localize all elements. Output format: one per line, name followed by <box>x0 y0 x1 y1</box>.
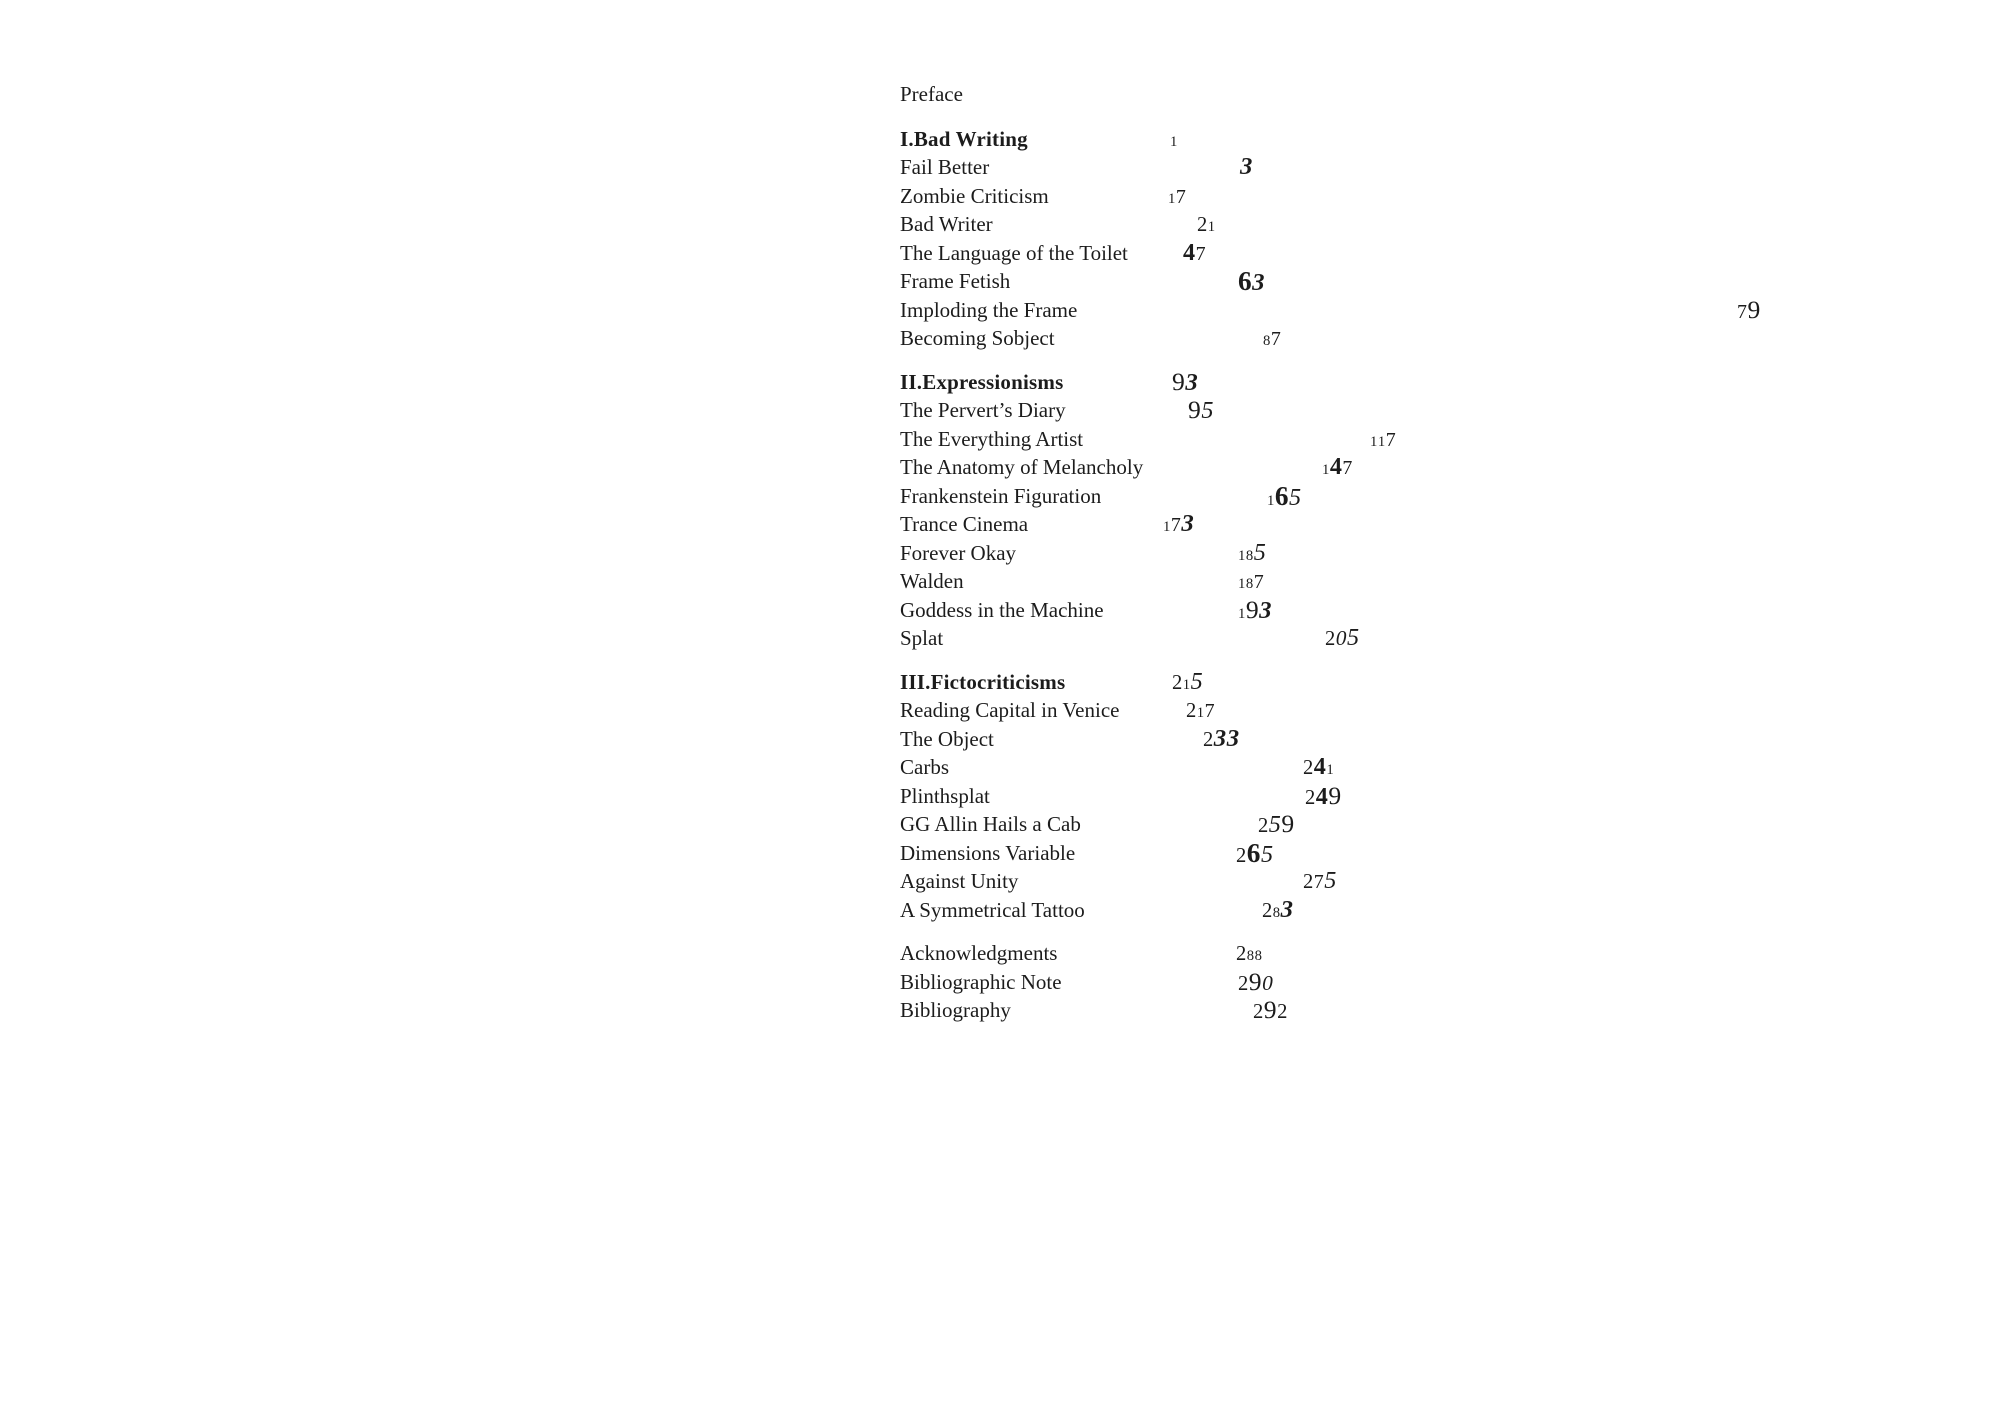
toc-entry <box>900 324 1860 353</box>
page-digit: 3 <box>1185 368 1199 396</box>
toc-entry-page <box>1172 368 1198 398</box>
toc-preface-label: Preface <box>900 82 963 106</box>
toc-entry-title: The Language of the Toilet <box>900 240 1128 265</box>
page-digit: 1 <box>1322 462 1330 478</box>
toc-entry-page <box>1305 782 1342 813</box>
toc-section <box>900 368 1860 653</box>
toc-entry-page <box>1737 296 1761 327</box>
page-digit: 9 <box>1328 780 1342 810</box>
toc-entry-title: The Anatomy of Melancholy <box>900 455 1144 479</box>
toc-entry-title: The Object <box>900 726 994 751</box>
toc-section-heading <box>900 125 1860 154</box>
toc-preface <box>900 80 1860 109</box>
page-digit: 2 <box>1197 214 1208 236</box>
toc-section-title: III.Fictocriticisms <box>900 669 1066 694</box>
page-digit: 0 <box>1335 626 1347 650</box>
page-digit: 9 <box>1747 294 1761 324</box>
toc-section <box>900 668 1860 925</box>
page-digit: 9 <box>1172 366 1186 396</box>
page-digit: 5 <box>1347 624 1360 651</box>
toc-entry-page <box>1238 968 1273 999</box>
toc-entry-title: The Everything Artist <box>900 426 1084 451</box>
page-digit: 5 <box>1268 811 1282 838</box>
toc-section-heading <box>900 668 1860 697</box>
toc-entry <box>900 596 1860 625</box>
toc-entry-page <box>1183 239 1206 269</box>
page-digit: 2 <box>1172 671 1183 694</box>
toc-entry-page <box>1325 624 1360 654</box>
toc-entry <box>900 968 1860 997</box>
toc-entry-page <box>1322 453 1353 485</box>
page-digit: 8 <box>1254 948 1263 964</box>
toc-entry-page <box>1238 567 1264 599</box>
page-digit: 6 <box>1246 837 1261 868</box>
toc-entry-page <box>1163 510 1194 542</box>
page-digit: 1 <box>1168 190 1176 207</box>
page-digit: 7 <box>1385 428 1397 451</box>
page-digit: 9 <box>1245 594 1260 624</box>
page-digit: 9 <box>1281 809 1295 838</box>
page-digit: 7 <box>1313 871 1325 893</box>
page-digit: 3 <box>1226 724 1240 752</box>
page-digit: 5 <box>1201 397 1214 424</box>
page-digit: 7 <box>1170 514 1182 536</box>
page-digit: 4 <box>1315 782 1329 810</box>
toc-section-title: II.Expressionisms <box>900 369 1064 394</box>
toc-entry-page <box>1263 324 1281 356</box>
page-digit: 5 <box>1324 867 1337 894</box>
toc-entry <box>900 239 1860 268</box>
toc-entry <box>900 210 1860 239</box>
page-digit: 2 <box>1305 786 1316 809</box>
toc-entry-page <box>1168 182 1186 214</box>
toc-entry-title: Dimensions Variable <box>900 840 1076 865</box>
toc-entry-title: Becoming Sobject <box>900 326 1055 350</box>
toc-entry-page <box>1258 810 1295 841</box>
page-digit: 1 <box>1377 433 1386 450</box>
toc-entry-title: Trance Cinema <box>900 512 1029 536</box>
toc-entry-title: A Symmetrical Tattoo <box>900 897 1085 922</box>
toc-entry <box>900 510 1860 539</box>
page-digit: 1 <box>1170 133 1178 150</box>
toc-entry-title: Bibliographic Note <box>900 969 1062 994</box>
page-digit: 5 <box>1260 840 1274 868</box>
page-digit: 5 <box>1289 483 1302 511</box>
toc-entry-title: Reading Capital in Venice <box>900 698 1120 722</box>
page-digit: 1 <box>1207 219 1216 235</box>
toc-entry-title: Frame Fetish <box>900 269 1011 293</box>
page-digit: 1 <box>1196 705 1205 721</box>
toc-entry <box>900 839 1860 868</box>
page-digit: 8 <box>1272 904 1281 921</box>
toc-entry <box>900 182 1860 211</box>
page-digit: 2 <box>1325 628 1336 650</box>
page-digit: 7 <box>1270 328 1282 350</box>
page-digit: 4 <box>1313 753 1327 780</box>
page-digit: 5 <box>1253 538 1267 566</box>
page-digit: 9 <box>1248 966 1263 996</box>
toc-entry-page <box>1303 753 1334 785</box>
page-digit: 1 <box>1163 519 1171 535</box>
toc-entry-page <box>1186 696 1215 728</box>
toc-entry <box>900 782 1860 811</box>
toc-entry-title: Bibliography <box>900 998 1011 1022</box>
page-digit: 6 <box>1238 266 1253 296</box>
page-digit: 2 <box>1186 700 1197 722</box>
page-digit: 3 <box>1280 895 1294 923</box>
toc-entry <box>900 624 1860 653</box>
page-digit: 6 <box>1274 480 1289 511</box>
page-digit: 2 <box>1203 728 1214 751</box>
page-digit: 0 <box>1262 970 1274 995</box>
page-digit: 3 <box>1181 510 1195 537</box>
toc-entry-page <box>1188 396 1214 426</box>
page-digit: 1 <box>1370 433 1378 450</box>
toc-entry-page <box>1172 668 1203 700</box>
page-digit: 2 <box>1236 943 1247 965</box>
toc-entry-page <box>1236 839 1274 871</box>
page-digit: 1 <box>1267 492 1275 509</box>
page-digit: 3 <box>1240 153 1253 180</box>
page-digit: 4 <box>1183 238 1196 266</box>
toc-entry <box>900 267 1860 296</box>
toc-entry <box>900 810 1860 839</box>
page-digit: 7 <box>1195 242 1207 265</box>
toc-entry-page <box>1197 210 1216 242</box>
toc-entry-page <box>1262 896 1294 928</box>
toc-entry-page <box>1170 125 1178 157</box>
page-digit: 9 <box>1263 995 1278 1024</box>
toc-section-heading <box>900 368 1860 397</box>
toc-entry <box>900 539 1860 568</box>
toc-entry-title: Zombie Criticism <box>900 183 1049 208</box>
toc-entry <box>900 396 1860 425</box>
toc-entry-title: GG Allin Hails a Cab <box>900 812 1081 836</box>
toc-entry <box>900 939 1860 968</box>
page-digit: 7 <box>1175 185 1187 208</box>
page-digit: 1 <box>1238 605 1246 622</box>
page-digit: 7 <box>1253 571 1265 593</box>
toc-entry <box>900 482 1860 511</box>
toc-entry-title: Imploding the Frame <box>900 297 1078 322</box>
toc-entry-page <box>1240 153 1253 182</box>
toc-entry-page <box>1236 939 1262 971</box>
page-digit: 2 <box>1253 1001 1264 1023</box>
toc-entry-title: Bad Writer <box>900 212 993 236</box>
page-digit: 2 <box>1258 815 1269 837</box>
toc-entry-title: Walden <box>900 569 964 593</box>
page-digit: 2 <box>1277 1001 1288 1023</box>
page-digit: 3 <box>1259 596 1273 624</box>
page-digit: 7 <box>1737 300 1748 323</box>
page-digit: 2 <box>1262 899 1273 922</box>
page-digit: 1 <box>1238 547 1246 564</box>
toc-entry <box>900 896 1860 925</box>
toc-entry <box>900 996 1860 1025</box>
page-digit: 7 <box>1342 457 1353 479</box>
toc-entry-title: Frankenstein Figuration <box>900 483 1102 508</box>
page-digit: 8 <box>1246 948 1255 964</box>
table-of-contents <box>900 80 1860 1025</box>
page-digit: 2 <box>1303 757 1314 779</box>
toc-entry-title: Splat <box>900 626 944 650</box>
toc-entry-title: Carbs <box>900 755 949 779</box>
page-digit: 8 <box>1263 333 1271 349</box>
toc-entry-page <box>1370 425 1396 457</box>
toc-entry-page <box>1238 267 1265 298</box>
toc-entry-title: Forever Okay <box>900 540 1017 565</box>
toc-entry <box>900 425 1860 454</box>
page-digit: 5 <box>1190 667 1204 695</box>
toc-entry <box>900 725 1860 754</box>
toc-entry-page <box>1238 539 1266 571</box>
toc-entry-title: Fail Better <box>900 155 990 179</box>
toc-entry-title: Against Unity <box>900 869 1019 893</box>
toc-entry <box>900 453 1860 482</box>
toc-back-matter <box>900 939 1860 1025</box>
toc-entry-title: Acknowledgments <box>900 941 1058 965</box>
page-digit: 3 <box>1213 724 1227 752</box>
page-digit: 2 <box>1238 972 1249 995</box>
toc-entry <box>900 696 1860 725</box>
page-digit: 7 <box>1204 700 1216 722</box>
page-digit: 8 <box>1245 547 1254 564</box>
toc-entry-title: Goddess in the Machine <box>900 597 1104 622</box>
page-digit: 9 <box>1188 395 1202 424</box>
toc-section <box>900 125 1860 353</box>
page-digit: 4 <box>1329 453 1343 480</box>
page-digit: 8 <box>1245 576 1254 592</box>
toc-entry-page <box>1303 867 1337 897</box>
toc-entry-page <box>1253 996 1288 1027</box>
toc-entry <box>900 567 1860 596</box>
toc-entry-title: The Pervert’s Diary <box>900 398 1066 422</box>
toc-entry <box>900 296 1860 325</box>
toc-entry <box>900 867 1860 896</box>
toc-section-title: I.Bad Writing <box>900 126 1028 151</box>
page-digit: 2 <box>1303 871 1314 893</box>
toc-entry-page <box>1203 725 1240 755</box>
page-digit: 3 <box>1252 269 1266 296</box>
toc-entry <box>900 153 1860 182</box>
page-digit: 1 <box>1238 576 1246 592</box>
page-digit: 1 <box>1182 676 1191 693</box>
toc-entry-title: Plinthsplat <box>900 783 990 808</box>
toc-entry <box>900 753 1860 782</box>
page-digit: 2 <box>1236 844 1247 867</box>
page-digit: 1 <box>1326 762 1335 778</box>
